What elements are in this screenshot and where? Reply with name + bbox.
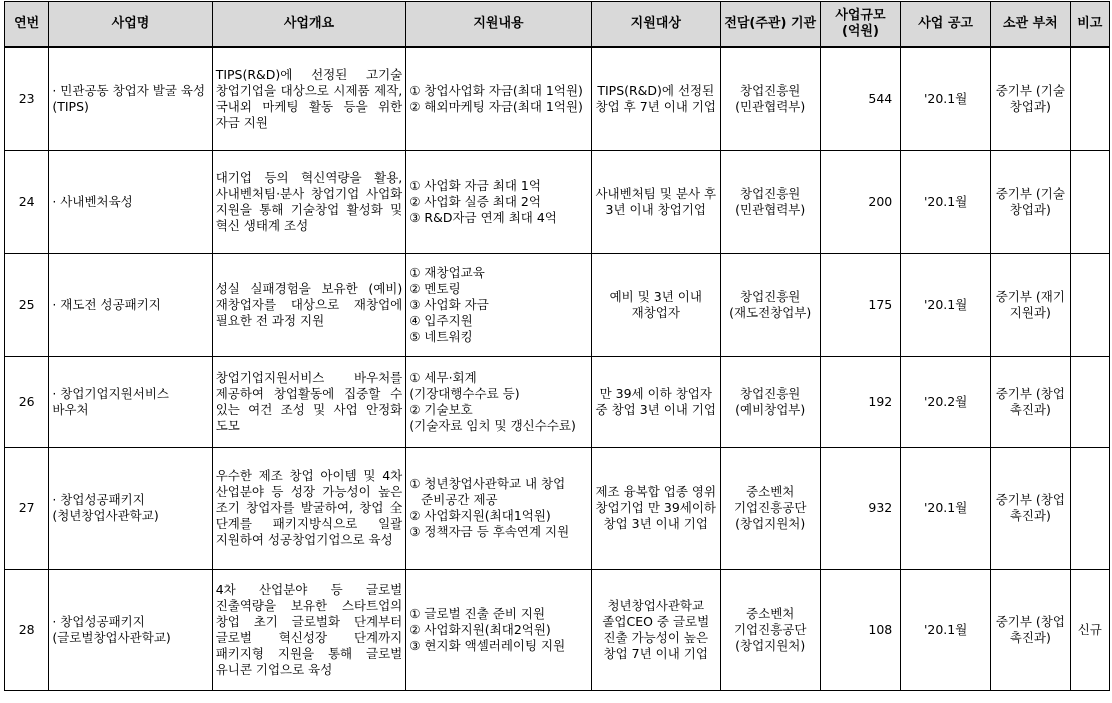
- program-overview: 창업기업지원서비스 바우처를 제공하여 창업활동에 집중할 수 있는 여건 조성 및 사업 안정화 도모: [212, 356, 406, 447]
- budget-amount: 108: [820, 569, 901, 690]
- header-row: [5, 2, 1110, 48]
- support-target: 제조 융복합 업종 영위 창업기업 만 39세이하 창업 3년 이내 기업: [591, 447, 720, 569]
- support-item: ① 재창업교육: [409, 264, 485, 280]
- support-item: ③ 현지화 액셀러레이팅 지원: [409, 637, 566, 653]
- row-number: 28: [5, 569, 49, 690]
- notice-date: '20.1월: [901, 447, 991, 569]
- support-item: ② 사업화지원(최대1억원): [409, 508, 551, 523]
- support-item: ① 세무·회계: [409, 369, 477, 385]
- row-number: 23: [5, 47, 49, 150]
- responsible-ministry: 중기부 (재기 지원과): [990, 253, 1070, 356]
- support-target: TIPS(R&D)에 선정된 창업 후 7년 이내 기업: [591, 47, 720, 150]
- managing-agency: 창업진흥원 (민관협력부): [720, 47, 820, 150]
- support-target: 사내벤처팀 및 분사 후 3년 이내 창업기업: [591, 150, 720, 253]
- program-name: · 사내벤처육성: [49, 150, 212, 253]
- row-number: 25: [5, 253, 49, 356]
- table-row: [5, 253, 1110, 356]
- program-table-container: [4, 1, 1110, 691]
- responsible-ministry: 중기부 (기술 창업과): [990, 47, 1070, 150]
- responsible-ministry: 중기부 (기술 창업과): [990, 150, 1070, 253]
- support-target: 청년창업사관학교 졸업CEO 중 글로벌 진출 가능성이 높은 창업 7년 이내 기업: [591, 569, 720, 690]
- header-overview: 사업개요: [212, 2, 406, 48]
- support-content: [406, 253, 592, 356]
- program-name: · 창업성공패키지 (청년창업사관학교): [49, 447, 212, 569]
- budget-amount: 932: [820, 447, 901, 569]
- program-overview: 대기업 등의 혁신역량을 활용, 사내벤처팀·분사 창업기업 사업화 지원을 통해 기술창업 활성화 및 혁신 생태계 조성: [212, 150, 406, 253]
- program-name: · 재도전 성공패키지: [49, 253, 212, 356]
- support-content: [406, 150, 592, 253]
- support-content: [406, 47, 592, 150]
- header-budget: 사업규모 (억원): [820, 2, 901, 48]
- program-name: · 창업성공패키지 (글로벌창업사관학교): [49, 569, 212, 690]
- support-item: ② 기술보호: [409, 401, 473, 417]
- support-item: ① 창업사업화 자금(최대 1억원): [409, 82, 583, 98]
- support-item: ③ 정책자금 등 후속연계 지원: [409, 524, 570, 539]
- program-overview: 우수한 제조 창업 아이템 및 4차 산업분야 등 성장 가능성이 높은 조기 창업자를 발굴하여, 창업 全 단계를 패키지방식으로 일괄 지원하여 성공창업기업으로 육성: [212, 447, 406, 569]
- support-item: ③ R&D자금 연계 최대 4억: [409, 209, 557, 225]
- support-item: ① 사업화 자금 최대 1억: [409, 177, 541, 193]
- support-item: ② 사업화 실증 최대 2억: [409, 193, 541, 209]
- managing-agency: 창업진흥원 (예비창업부): [720, 356, 820, 447]
- remarks: [1070, 150, 1109, 253]
- notice-date: '20.1월: [901, 47, 991, 150]
- support-item: ④ 입주지원: [409, 312, 473, 328]
- program-overview: 성실 실패경험을 보유한 (예비)재창업자를 대상으로 재창업에 필요한 전 과정 지원: [212, 253, 406, 356]
- header-no: 연번: [5, 2, 49, 48]
- budget-amount: 200: [820, 150, 901, 253]
- program-name: · 창업기업지원서비스 바우처: [49, 356, 212, 447]
- support-item: ② 멘토링: [409, 280, 461, 296]
- support-item: (기장대행수수료 등): [409, 385, 520, 401]
- support-content: [406, 569, 592, 690]
- remarks: [1070, 47, 1109, 150]
- header-support: 지원내용: [406, 2, 592, 48]
- support-item: ⑤ 네트워킹: [409, 328, 473, 344]
- managing-agency: 창업진흥원 (민관협력부): [720, 150, 820, 253]
- remarks: [1070, 253, 1109, 356]
- notice-date: '20.2월: [901, 356, 991, 447]
- header-ministry: 소관 부처: [990, 2, 1070, 48]
- program-overview: TIPS(R&D)에 선정된 고기술 창업기업을 대상으로 시제품 제작, 국내외 마케팅 활동 등을 위한 자금 지원: [212, 47, 406, 150]
- startup-program-table: [4, 1, 1110, 691]
- table-row: [5, 356, 1110, 447]
- responsible-ministry: 중기부 (창업 촉진과): [990, 447, 1070, 569]
- budget-amount: 192: [820, 356, 901, 447]
- row-number: 27: [5, 447, 49, 569]
- responsible-ministry: 중기부 (창업 촉진과): [990, 569, 1070, 690]
- support-target: 만 39세 이하 창업자 중 창업 3년 이내 기업: [591, 356, 720, 447]
- header-notice: 사업 공고: [901, 2, 991, 48]
- table-row: [5, 150, 1110, 253]
- responsible-ministry: 중기부 (창업 촉진과): [990, 356, 1070, 447]
- remarks: 신규: [1070, 569, 1109, 690]
- header-agency: 전담(주관) 기관: [720, 2, 820, 48]
- notice-date: '20.1월: [901, 569, 991, 690]
- managing-agency: 중소벤처 기업진흥공단 (창업지원처): [720, 569, 820, 690]
- support-content: [406, 447, 592, 569]
- support-content: [406, 356, 592, 447]
- support-item: ② 해외마케팅 자금(최대 1억원): [409, 98, 583, 114]
- support-item: 준비공간 제공: [409, 492, 498, 507]
- support-item: ② 사업화지원(최대2억원): [409, 621, 551, 637]
- support-item: ③ 사업화 자금: [409, 296, 489, 312]
- support-target: 예비 및 3년 이내 재창업자: [591, 253, 720, 356]
- row-number: 26: [5, 356, 49, 447]
- header-name: 사업명: [49, 2, 212, 48]
- managing-agency: 창업진흥원 (재도전창업부): [720, 253, 820, 356]
- managing-agency: 중소벤처 기업진흥공단 (창업지원처): [720, 447, 820, 569]
- table-row: [5, 447, 1110, 569]
- budget-amount: 544: [820, 47, 901, 150]
- table-row: [5, 569, 1110, 690]
- table-row: [5, 47, 1110, 150]
- header-target: 지원대상: [591, 2, 720, 48]
- program-name: · 민관공동 창업자 발굴 육성(TIPS): [49, 47, 212, 150]
- remarks: [1070, 447, 1109, 569]
- notice-date: '20.1월: [901, 150, 991, 253]
- support-item: ① 청년창업사관학교 내 창업: [409, 476, 566, 491]
- support-item: (기술자료 임치 및 갱신수수료): [409, 417, 576, 433]
- remarks: [1070, 356, 1109, 447]
- notice-date: '20.1월: [901, 253, 991, 356]
- row-number: 24: [5, 150, 49, 253]
- support-item: ① 글로벌 진출 준비 지원: [409, 605, 546, 621]
- program-overview: 4차 산업분야 등 글로벌 진출역량을 보유한 스타트업의 창업 초기 글로벌화 단계부터 글로벌 혁신성장 단계까지 패키지형 지원을 통해 글로벌 유니콘 기업으로 육성: [212, 569, 406, 690]
- header-note: 비고: [1070, 2, 1109, 48]
- budget-amount: 175: [820, 253, 901, 356]
